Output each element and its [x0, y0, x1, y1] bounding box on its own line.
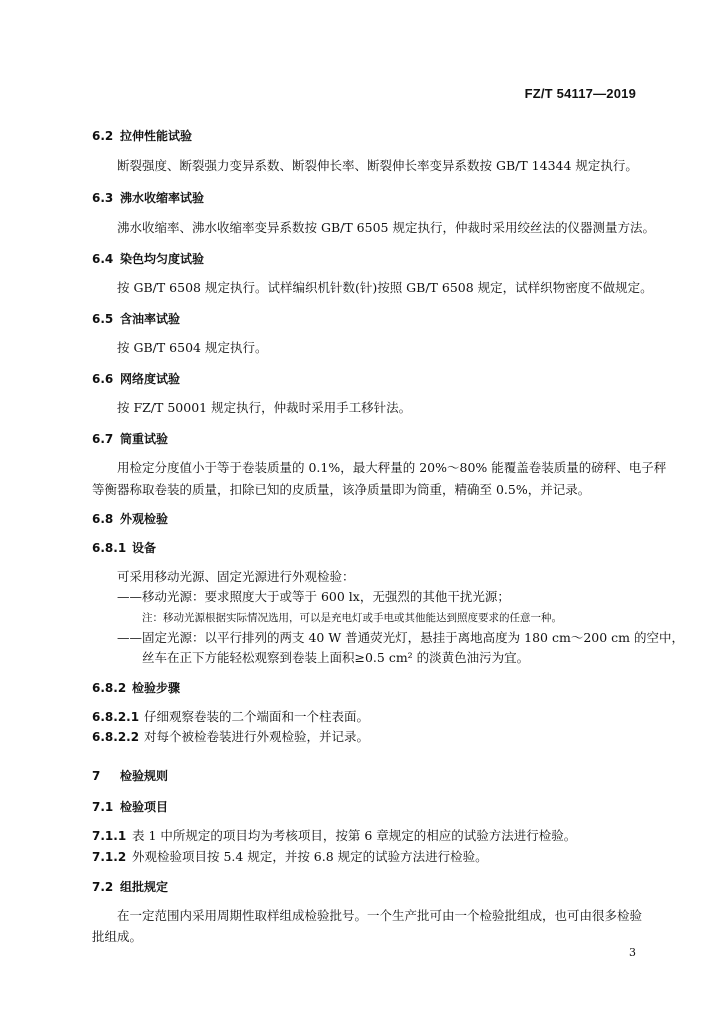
section-6-8-heading	[92, 511, 168, 527]
section-7-2-heading	[92, 879, 168, 895]
subsection-number: 6.8.2.2	[92, 730, 140, 744]
section-title: 外观检验	[120, 512, 169, 526]
section-7-1-1	[92, 828, 576, 844]
subsection-number: 6.8.2.1	[92, 710, 140, 724]
section-6-3-heading	[92, 190, 204, 206]
section-6-8-1-note: 注：移动光源根据实际情况选用，可以是充电灯或手电或其他能达到照度要求的任意一种。	[142, 612, 562, 624]
section-6-8-2-1	[92, 709, 369, 725]
section-title: 筒重试验	[120, 432, 169, 446]
section-7-2-text-line2: 批组成。	[92, 929, 143, 944]
section-title: 组批规定	[120, 880, 169, 894]
subsection-text: 对每个被检卷装进行外观检验，并记录。	[144, 729, 370, 744]
section-title: 检验规则	[120, 769, 169, 783]
section-number: 7.2	[92, 880, 114, 894]
section-title: 检验步骤	[132, 681, 181, 695]
section-title: 沸水收缩率试验	[120, 191, 205, 205]
section-title: 含油率试验	[120, 312, 181, 326]
section-6-8-1-item-fixed-light-line1: ——固定光源：以平行排列的两支 40 W 普通荧光灯，悬挂于离地高度为 180 cm～200 cm 的空中，	[117, 630, 684, 645]
section-number: 7	[92, 769, 101, 783]
section-number: 6.2	[92, 129, 114, 143]
section-6-7-text-line1: 用检定分度值小于等于卷装质量的 0.1%，最大秤量的 20%～80% 能覆盖卷装质量的磅秤、电子秤	[117, 460, 667, 475]
section-number: 6.7	[92, 432, 114, 446]
section-number: 6.3	[92, 191, 114, 205]
section-6-6-heading	[92, 371, 180, 387]
section-6-7-heading	[92, 431, 168, 447]
section-number: 6.6	[92, 372, 114, 386]
subsection-text: 表 1 中所规定的项目均为考核项目，按第 6 章规定的相应的试验方法进行检验。	[132, 828, 577, 843]
section-title: 网络度试验	[120, 372, 181, 386]
section-6-4-text: 按 GB/T 6508 规定执行。试样编织机针数(针)按照 GB/T 6508 规定，试样织物密度不做规定。	[117, 280, 653, 295]
section-7-1-2	[92, 849, 488, 865]
section-7-heading	[92, 768, 168, 784]
subsection-text: 仔细观察卷装的二个端面和一个柱表面。	[144, 709, 370, 724]
section-7-2-text-line1: 在一定范围内采用周期性取样组成检验批号。一个生产批可由一个检验批组成，也可由很多检验	[117, 908, 643, 923]
section-title: 拉伸性能试验	[120, 129, 193, 143]
section-6-8-1-intro: 可采用移动光源、固定光源进行外观检验：	[117, 569, 355, 584]
section-title: 染色均匀度试验	[120, 252, 205, 266]
section-6-8-1-item-fixed-light-line2: 丝车在正下方能轻松观察到卷装上面积≥0.5 cm² 的淡黄色油污为宜。	[142, 650, 530, 665]
section-6-8-2-2	[92, 729, 369, 745]
section-6-8-2-heading	[92, 680, 180, 696]
section-number: 6.8	[92, 512, 114, 526]
section-number: 6.8.2	[92, 681, 127, 695]
section-6-5-text: 按 GB/T 6504 规定执行。	[117, 340, 268, 355]
page-number: 3	[629, 946, 636, 959]
section-6-6-text: 按 FZ/T 50001 规定执行，仲裁时采用手工移针法。	[117, 400, 412, 415]
standard-code: FZ/T 54117—2019	[524, 86, 636, 101]
section-7-1-heading	[92, 799, 168, 815]
section-title: 设备	[132, 541, 157, 555]
section-number: 6.5	[92, 312, 114, 326]
section-6-2-text: 断裂强度、断裂强力变异系数、断裂伸长率、断裂伸长率变异系数按 GB/T 14344 规定执行。	[117, 158, 638, 173]
subsection-number: 7.1.1	[92, 829, 127, 843]
section-6-4-heading	[92, 251, 204, 267]
section-6-5-heading	[92, 311, 180, 327]
section-number: 6.8.1	[92, 541, 127, 555]
section-6-2-heading	[92, 128, 192, 144]
section-6-8-1-item-mobile-light: ——移动光源：要求照度大于或等于 600 lx，无强烈的其他干扰光源；	[117, 589, 510, 604]
section-6-7-text-line2: 等衡器称取卷装的质量，扣除已知的皮质量，该净质量即为筒重，精确至 0.5%，并记录。	[92, 482, 591, 497]
section-number: 7.1	[92, 800, 114, 814]
subsection-text: 外观检验项目按 5.4 规定，并按 6.8 规定的试验方法进行检验。	[132, 849, 488, 864]
subsection-number: 7.1.2	[92, 850, 127, 864]
section-title: 检验项目	[120, 800, 169, 814]
section-number: 6.4	[92, 252, 114, 266]
section-6-8-1-heading	[92, 540, 156, 556]
section-6-3-text: 沸水收缩率、沸水收缩率变异系数按 GB/T 6505 规定执行，仲裁时采用绞丝法的仪器测量方法。	[117, 220, 655, 235]
